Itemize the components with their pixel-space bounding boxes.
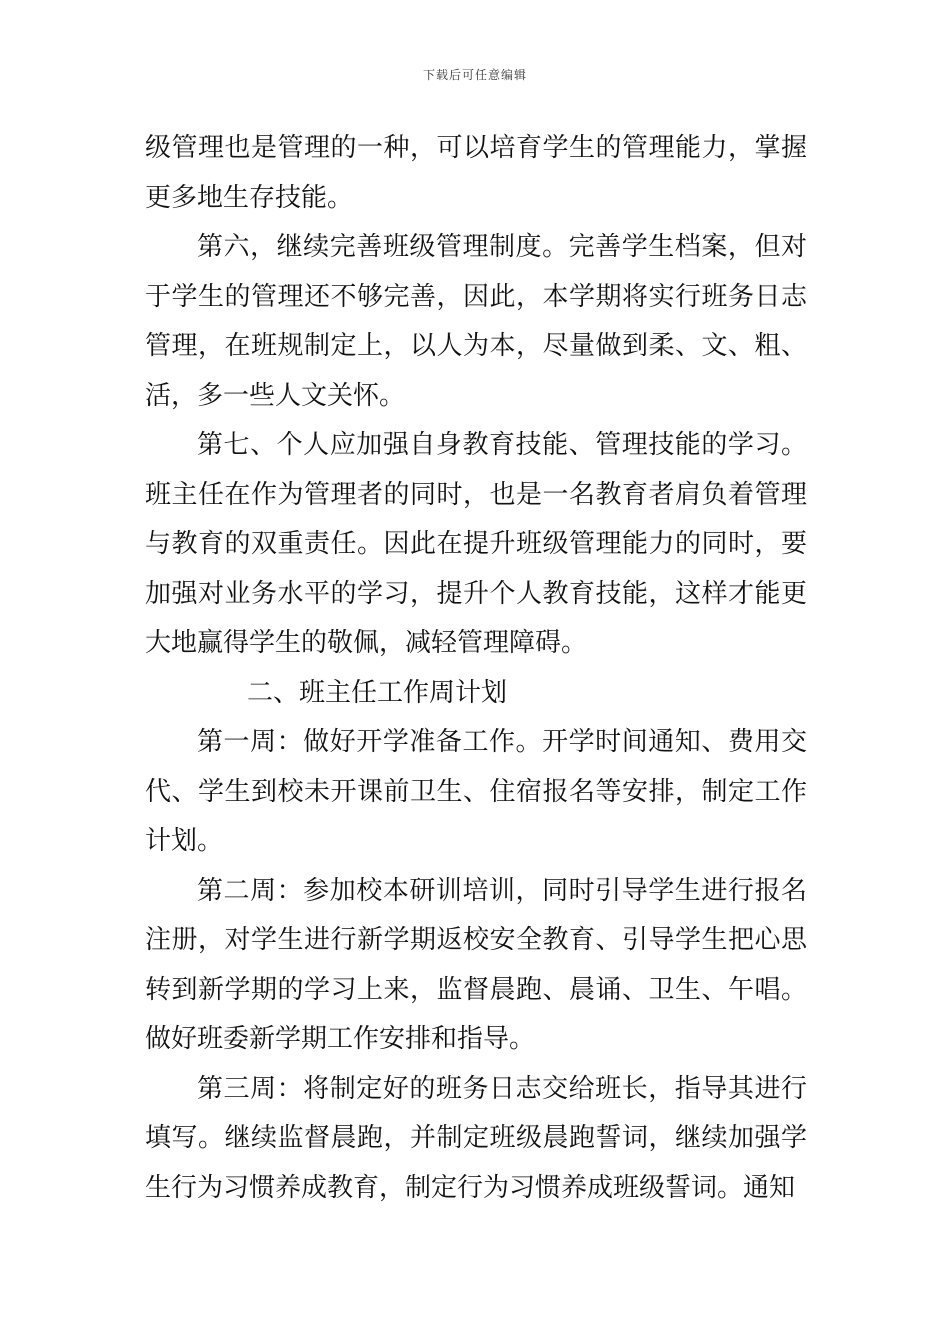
paragraph-week-one: 第一周：做好开学准备工作。开学时间通知、费用交代、学生到校未开课前卫生、住宿报名等安排，制定工作计划。 xyxy=(145,727,807,856)
section-heading: 二、班主任工作周计划 xyxy=(247,677,508,708)
paragraph-sixth: 第六，继续完善班级管理制度。完善学生档案，但对于学生的管理还不够完善，因此，本学期将实行班务日志管理，在班规制定上，以人为本，尽量做到柔、文、粗、活，多一些人文关怀。 xyxy=(145,232,807,411)
paragraph-week-three: 第三周：将制定好的班务日志交给班长，指导其进行填写。继续监督晨跑，并制定班级晨跑誓词，继续加强学生行为习惯养成教育，制定行为习惯养成班级誓词。通知 xyxy=(145,1073,807,1203)
paragraph-seventh: 第七、个人应加强自身教育技能、管理技能的学习。班主任在作为管理者的同时，也是一名教育者肩负着管理与教育的双重责任。因此在提升班级管理能力的同时，要加强对业务水平的学习，提升个人教育技能，这样才能更大地赢得学生的敬佩，减轻管理障碍。 xyxy=(145,430,807,658)
paragraph-continuation: 级管理也是管理的一种，可以培育学生的管理能力，掌握更多地生存技能。 xyxy=(145,133,807,213)
page-header-note: 下载后可任意编辑 xyxy=(422,68,527,82)
paragraph-week-two: 第二周：参加校本研训培训，同时引导学生进行报名注册，对学生进行新学期返校安全教育、引导学生把心思转到新学期的学习上来，监督晨跑、晨诵、卫生、午唱。做好班委新学期工作安排和指导。 xyxy=(145,875,807,1054)
document-body xyxy=(145,124,807,1213)
